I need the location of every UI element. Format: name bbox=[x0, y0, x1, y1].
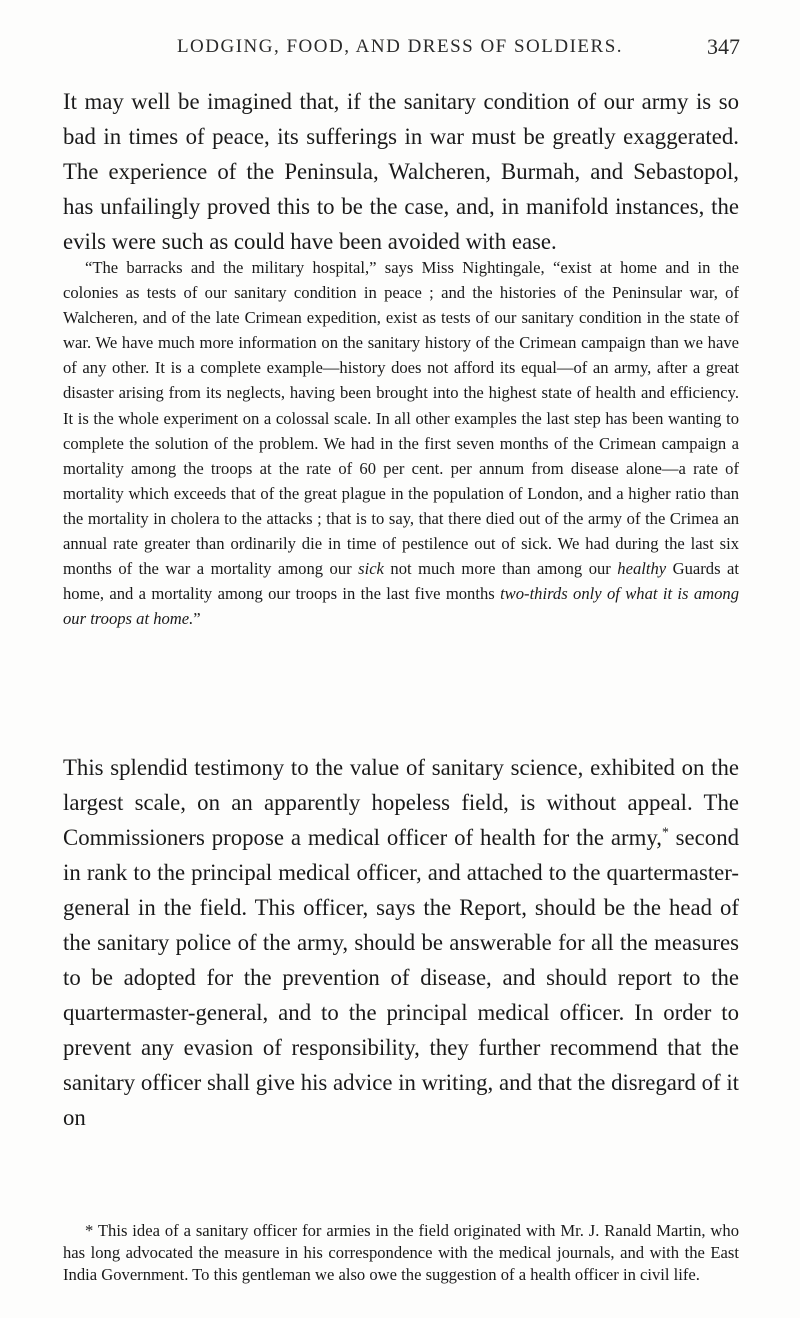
footnote-block bbox=[63, 1220, 739, 1286]
paragraph-testimony bbox=[63, 750, 739, 1135]
quote-text-b: not much more than among our bbox=[383, 559, 618, 579]
paragraph-opening: It may well be imagined that, if the sanitary condition of our army is so bad in times of peace, its sufferings in war must be greatly exaggerated. The experience of the Peninsula, Walcheren, Burmah, and Sebastopol, has unfailingly proved this to be the case, and, in manifold instances, the evils were such as could have been avoided with ease. bbox=[63, 89, 739, 254]
paragraph-testimony-b: second in rank to the principal medical officer, and attached to the quartermaster-general in the field. This officer, says the Report, should be the head of the sanitary police of the army, should be answerable for all the measures to be adopted for the prevention of disease, and should report to the quartermaster-general, and to the principal medical officer. In order to prevent any evasion of responsibility, they further recommend that the sanitary officer shall give his advice in writing, and that the disregard of it on bbox=[63, 825, 739, 1130]
quote-italic-healthy: healthy bbox=[617, 559, 667, 579]
quote-text-c: Guards at home, and a mortality among our troops in the last five months bbox=[63, 559, 739, 604]
paragraph-testimony-a: This splendid testimony to the value of sanitary science, exhibited on the largest scale, on an apparently hopeless field, is without appeal. The Commissioners propose a medical officer of health for the army, bbox=[63, 755, 739, 850]
page-number: 347 bbox=[707, 34, 740, 59]
footnote bbox=[63, 1220, 739, 1286]
quotation-block bbox=[63, 255, 739, 631]
quote-closing-mark: ” bbox=[193, 609, 201, 629]
running-head bbox=[60, 36, 740, 66]
main-text-continued bbox=[63, 750, 739, 1135]
footnote-reference: * bbox=[661, 824, 669, 840]
footnote-mark: * bbox=[85, 1221, 94, 1240]
quote-italic-sick: sick bbox=[358, 559, 384, 579]
running-title: LODGING, FOOD, AND DRESS OF SOLDIERS. bbox=[176, 36, 624, 57]
nightingale-quotation bbox=[63, 255, 739, 631]
quote-italic-ending: two-thirds only of what it is among our troops at home. bbox=[63, 584, 739, 629]
footnote-text: This idea of a sanitary officer for armies in the field originated with Mr. J. Ranald Martin, who has long advocated the measure in his correspondence with the medical journals, and with the East India Government. To this gentleman we also owe the suggestion of a health officer in civil life. bbox=[63, 1221, 739, 1284]
quote-text-a: “The barracks and the military hospital,” says Miss Nightingale, “exist at home and in the colonies as tests of our sanitary condition in peace ; and the histories of the Peninsular war, of Walcheren, and of the late Crimean expedition, exist as tests of our sanitary condition in the state of war. We have much more information on the sanitary history of the Crimean campaign than we have of any other. It is a complete example—history does not afford its equal—of an army, after a great disaster arising from its neglects, having been brought into the highest state of health and efficiency. It is the whole experiment on a colossal scale. In all other examples the last step has been wanting to complete the solution of the problem. We had in the first seven months of the Crimean campaign a mortality among the troops at the rate of 60 per cent. per annum from disease alone—a rate of mortality which exceeds that of the great plague in the population of London, and a higher ratio than the mortality in cholera to the attacks ; that is to say, that there died out of the army of the Crimea an annual rate greater than ordinarily die in time of pestilence out of sick. We had during the last six months of the war a mortality among our bbox=[63, 258, 739, 579]
main-text bbox=[63, 84, 739, 259]
